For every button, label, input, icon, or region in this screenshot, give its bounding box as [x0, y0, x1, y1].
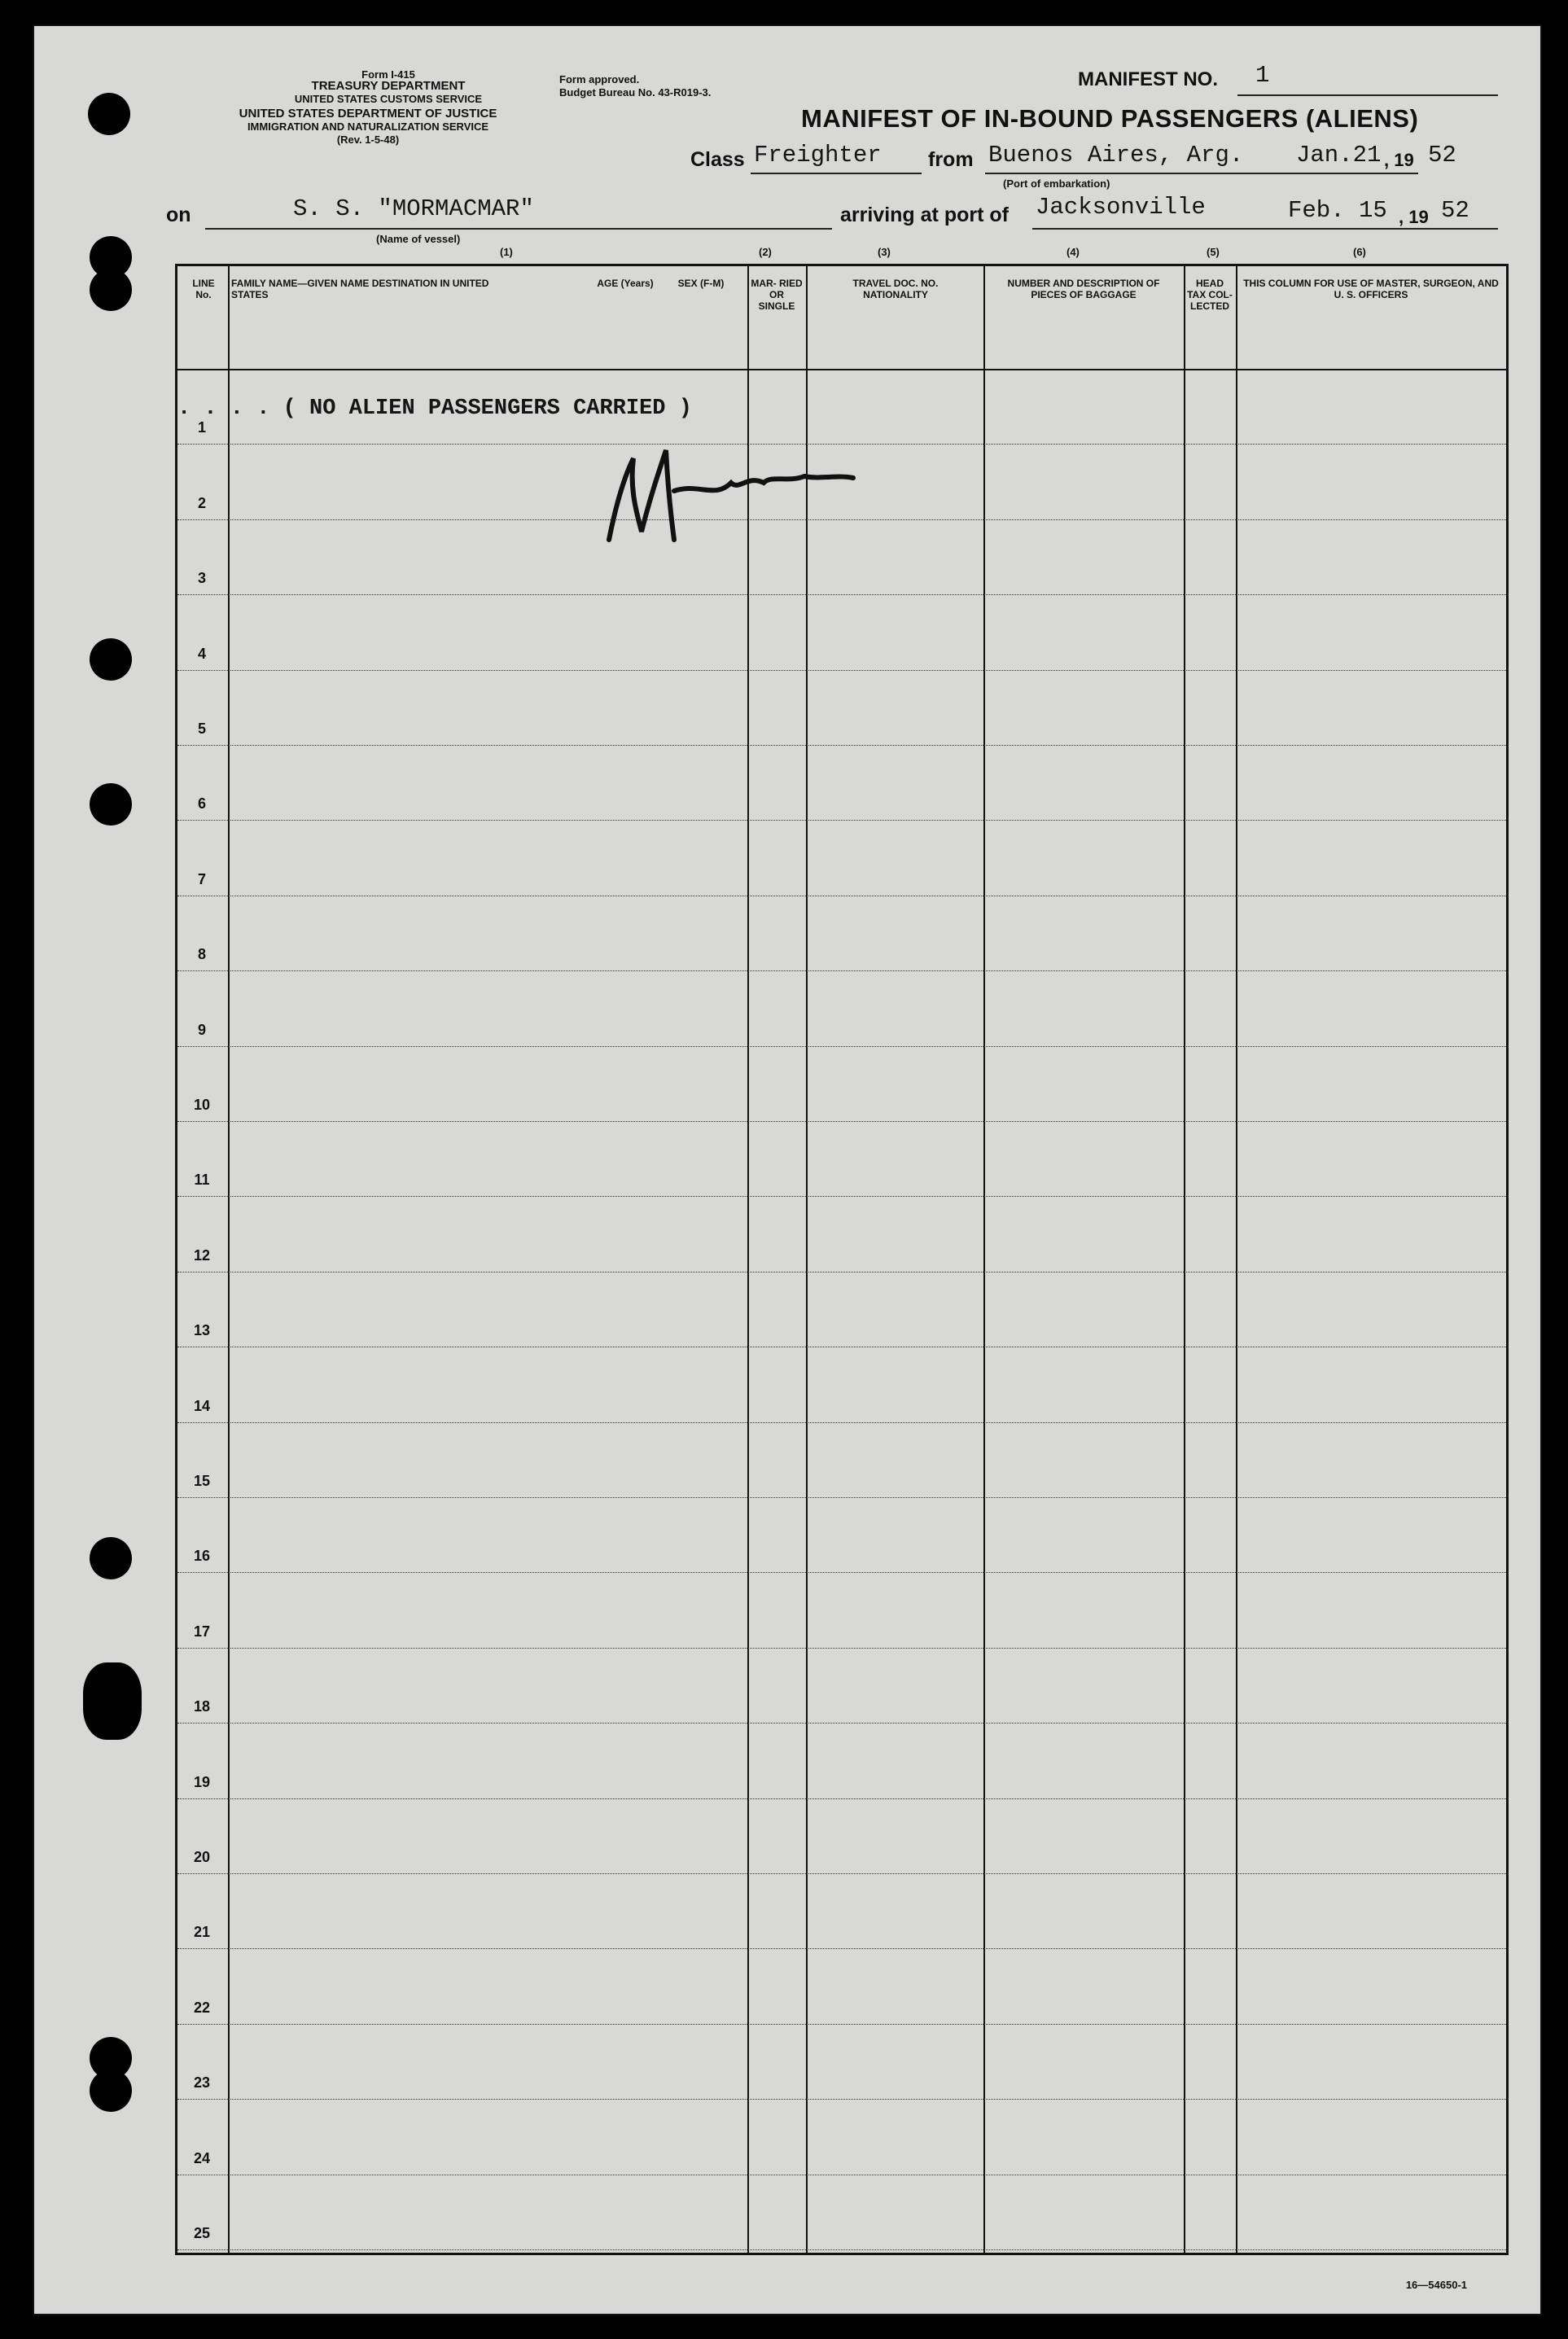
row-number: 20 [193, 1849, 211, 1865]
row-number: 4 [197, 645, 206, 662]
table-row [177, 1046, 1506, 1047]
vessel-name: S. S. "MORMACMAR" [293, 195, 534, 222]
vessel-class: Freighter [754, 142, 882, 169]
row-number: 10 [193, 1097, 211, 1113]
vessel-name-note: (Name of vessel) [376, 233, 461, 245]
column-number: (5) [1207, 246, 1220, 258]
punch-hole [90, 1537, 132, 1579]
arrival-port: Jacksonville [1036, 194, 1206, 221]
column-divider [1236, 266, 1237, 2253]
class-label: Class [690, 148, 745, 171]
column-number: (1) [500, 246, 513, 258]
column-number: (4) [1067, 246, 1080, 258]
punch-hole [83, 1662, 142, 1740]
row-number: 19 [193, 1773, 211, 1790]
table-row [177, 1648, 1506, 1649]
arriving-label: arriving at port of [840, 204, 1009, 226]
customs-service: UNITED STATES CUSTOMS SERVICE [294, 93, 483, 105]
row-number: 14 [193, 1397, 211, 1414]
table-row [177, 1497, 1506, 1498]
departure-date: Jan.21 [1296, 142, 1382, 169]
row-number: 12 [193, 1246, 211, 1264]
port-of-embarkation: Buenos Aires, Arg. [988, 142, 1244, 169]
departure-year-prefix: , 19 [1384, 150, 1414, 170]
table-row [177, 1121, 1506, 1122]
row-number: 3 [197, 570, 206, 587]
no-passengers-entry: . . . . ( NO ALIEN PASSENGERS CARRIED ) [177, 396, 692, 421]
port-of-embarkation-note: (Port of embarkation) [1003, 177, 1110, 190]
table-row [177, 1873, 1506, 1874]
manifest-number-line [1237, 94, 1498, 96]
column-number: (6) [1353, 246, 1366, 258]
form-number: Form I-415 [361, 68, 415, 81]
table-row [177, 1422, 1506, 1423]
column-divider [806, 266, 808, 2253]
vessel-line [205, 228, 832, 230]
row-number: 1 [197, 419, 206, 436]
department-of-justice: UNITED STATES DEPARTMENT OF JUSTICE [239, 107, 497, 120]
arrival-line [1032, 228, 1498, 230]
row-number: 16 [193, 1548, 211, 1565]
row-number: 13 [193, 1322, 211, 1339]
table-row [177, 2249, 1506, 2250]
row-number: 5 [197, 721, 206, 737]
name-destination-header: FAMILY NAME—GIVEN NAME DESTINATION IN UNITED STATES [231, 278, 489, 300]
from-label: from [928, 148, 974, 171]
passenger-table [175, 264, 1509, 2255]
arrival-year: 52 [1441, 197, 1469, 224]
arrival-date: Feb. 15 [1288, 197, 1387, 224]
table-row [177, 1572, 1506, 1573]
revision-date: (Rev. 1-5-48) [336, 134, 400, 146]
row-number: 22 [193, 1999, 211, 2016]
column-number: (2) [759, 246, 772, 258]
row-number: 15 [193, 1473, 211, 1489]
row-number: 9 [197, 1021, 206, 1038]
budget-bureau-number: Budget Bureau No. 43-R019-3. [559, 86, 712, 99]
age-header: AGE (Years) [597, 278, 654, 289]
punch-hole [90, 638, 132, 681]
travel-document-header: TRAVEL DOC. NO. NATIONALITY [852, 278, 939, 300]
row-number: 24 [193, 2149, 211, 2166]
manifest-number: 1 [1255, 62, 1270, 89]
table-row [177, 970, 1506, 971]
line-number-header: LINE No. [192, 278, 215, 300]
marital-status-header: MAR- RIED OR SINGLE [751, 278, 803, 312]
table-row [177, 745, 1506, 746]
row-number: 25 [193, 2225, 211, 2241]
row-number: 17 [193, 1623, 211, 1640]
punch-hole [90, 269, 132, 311]
column-divider [747, 266, 749, 2253]
form-approved: Form approved. [559, 73, 640, 85]
table-row [177, 670, 1506, 671]
header-rule [177, 369, 1506, 370]
arrival-year-prefix: , 19 [1399, 207, 1429, 227]
form-footer-code: 16—54650-1 [1405, 2279, 1467, 2291]
departure-year: 52 [1428, 142, 1456, 169]
manifest-number-label: MANIFEST NO. [1078, 68, 1218, 90]
column-divider [228, 266, 230, 2253]
row-number: 11 [194, 1172, 210, 1189]
row-number: 8 [197, 946, 206, 963]
table-row [177, 2024, 1506, 2025]
column-divider [983, 266, 985, 2253]
table-row [177, 594, 1506, 595]
table-row [177, 820, 1506, 821]
table-row [177, 2099, 1506, 2100]
class-line [751, 173, 922, 174]
row-number: 21 [193, 1924, 211, 1941]
manifest-sheet [33, 24, 1542, 2315]
baggage-header: NUMBER AND DESCRIPTION OF PIECES OF BAGGAGE [1007, 278, 1160, 300]
from-line [985, 173, 1418, 174]
row-number: 2 [197, 494, 206, 511]
row-number: 23 [193, 2074, 211, 2092]
head-tax-header: HEAD TAX COL- LECTED [1187, 278, 1233, 312]
immigration-service: IMMIGRATION AND NATURALIZATION SERVICE [247, 120, 489, 133]
sex-header: SEX (F-M) [677, 278, 725, 289]
table-row [177, 1948, 1506, 1949]
manifest-title: MANIFEST OF IN-BOUND PASSENGERS (ALIENS) [801, 104, 1419, 133]
row-number: 7 [197, 870, 206, 887]
row-number: 18 [193, 1698, 211, 1715]
table-row [177, 1798, 1506, 1799]
punch-hole [90, 783, 132, 826]
column-divider [1184, 266, 1185, 2253]
signature [593, 426, 861, 556]
table-row [177, 1723, 1506, 1724]
punch-hole [90, 2070, 132, 2112]
row-number: 6 [197, 795, 206, 813]
officers-use-header: THIS COLUMN FOR USE OF MASTER, SURGEON, AND U. S. OFFICERS [1243, 278, 1499, 300]
punch-hole [88, 93, 130, 135]
on-label: on [166, 204, 191, 226]
treasury-department: TREASURY DEPARTMENT [311, 79, 466, 93]
table-row [177, 1196, 1506, 1197]
column-number: (3) [878, 246, 891, 258]
